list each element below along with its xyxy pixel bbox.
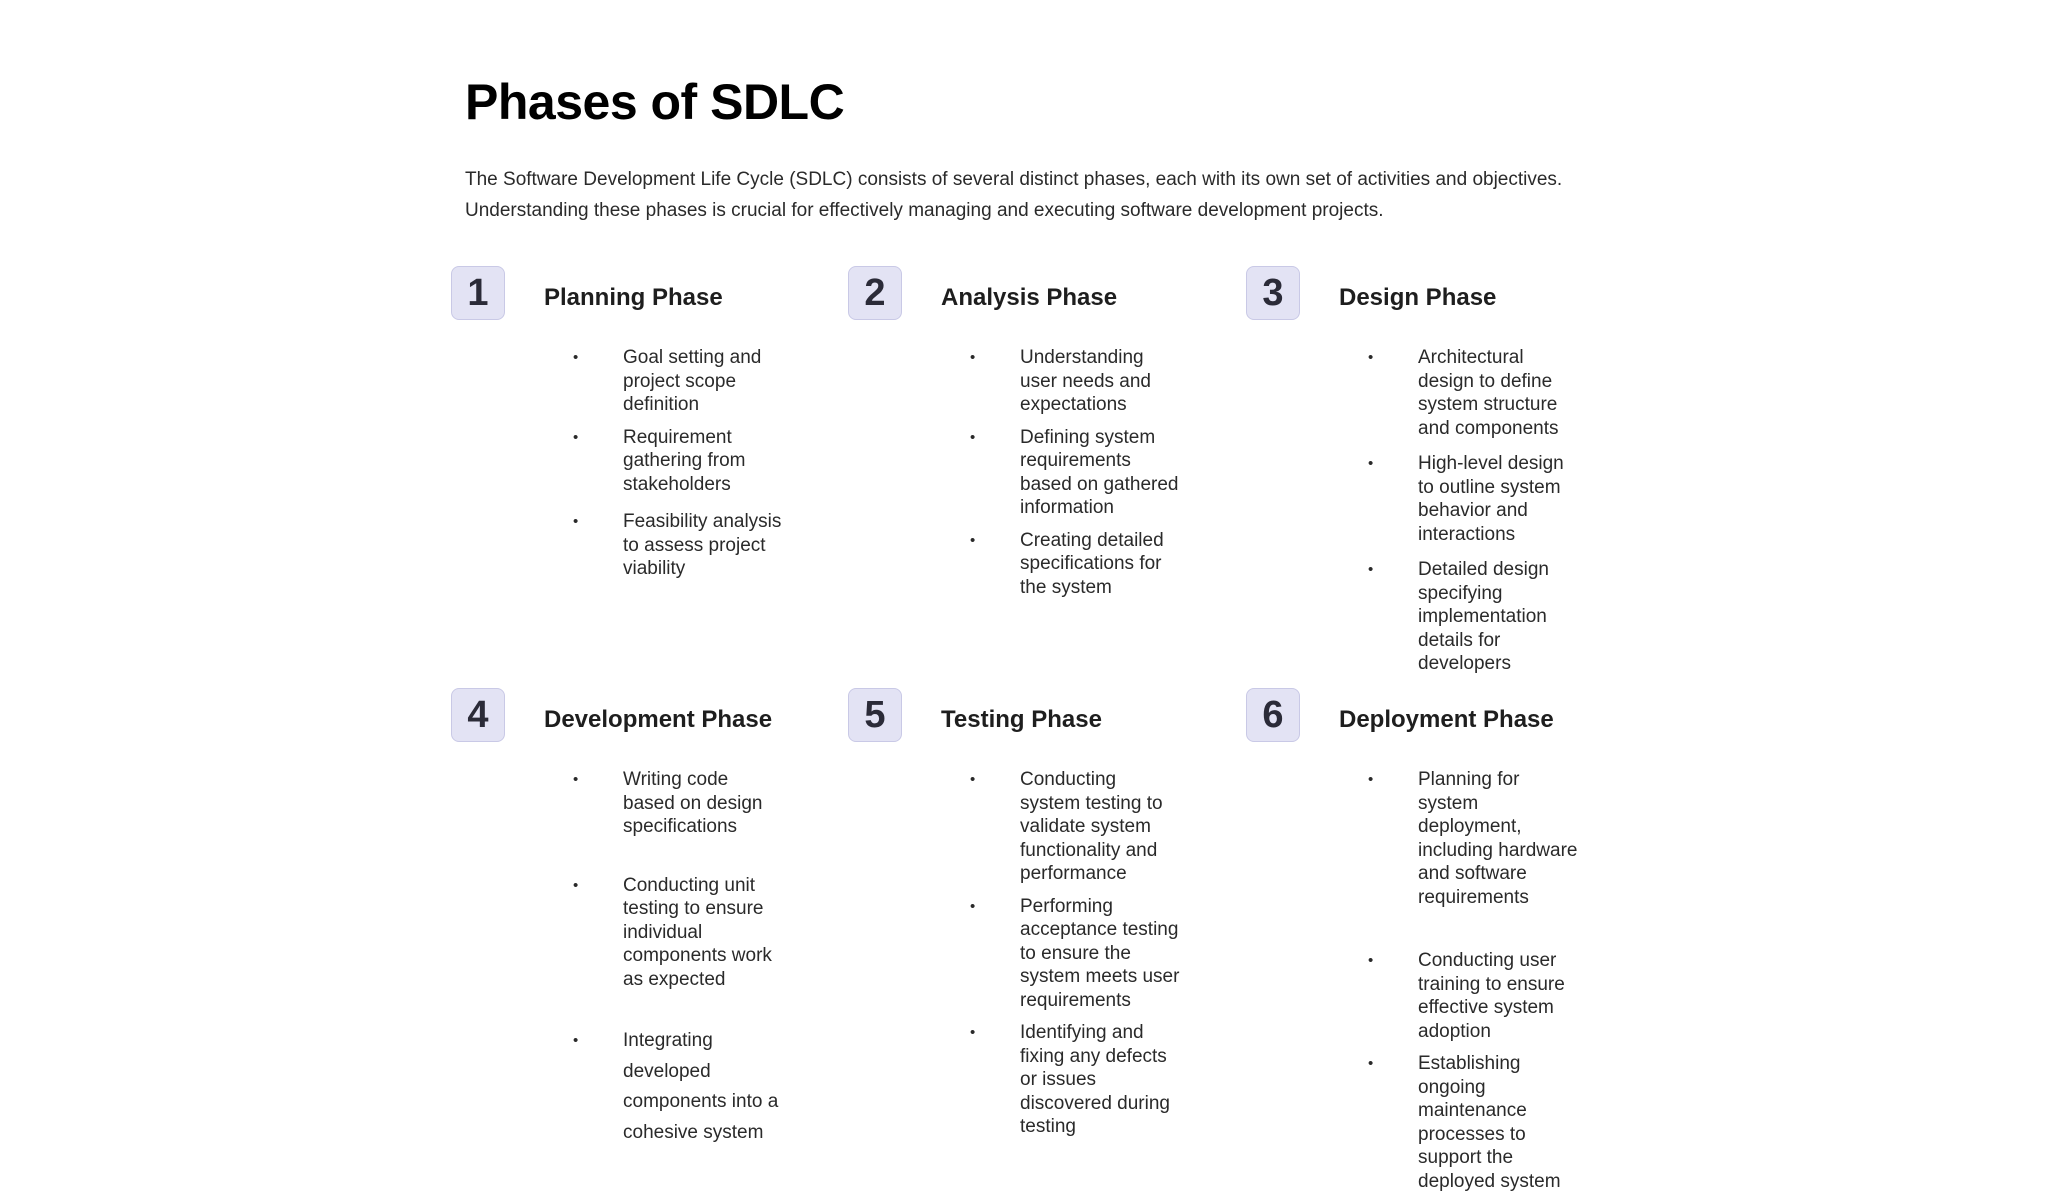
phase-activity-list xyxy=(573,346,783,590)
phase-title: Analysis Phase xyxy=(941,284,1118,311)
phase-title: Design Phase xyxy=(1339,284,1497,311)
list-item: • Creating detailed specifications for the system xyxy=(970,529,1180,600)
list-item: • Requirement gathering from stakeholders xyxy=(573,426,783,497)
list-item: • Goal setting and project scope definition xyxy=(573,346,783,417)
list-item: • Performing acceptance testing to ensure the system meets user requirements xyxy=(970,895,1180,1013)
list-item: • Planning for system deployment, including hardware and software requirements xyxy=(1368,768,1578,909)
page-title: Phases of SDLC xyxy=(465,74,845,130)
list-item: • Conducting user training to ensure effective system adoption xyxy=(1368,949,1578,1043)
intro-paragraph: The Software Development Life Cycle (SDLC) consists of several distinct phases, each with its own set of activities and objectives. Understanding these phases is crucial for effectively managing and executing software development projects. xyxy=(465,169,1563,221)
list-item: • Conducting unit testing to ensure individual components work as expected xyxy=(573,874,783,992)
list-item: • Establishing ongoing maintenance processes to support the deployed system xyxy=(1368,1052,1578,1193)
phase-activity-list xyxy=(1368,346,1578,685)
list-item: • Conducting system testing to validate system functionality and performance xyxy=(970,768,1180,886)
phase-number-badge: 2 xyxy=(848,266,902,320)
phase-title: Deployment Phase xyxy=(1339,706,1554,733)
phase-title: Development Phase xyxy=(544,706,773,733)
phase-activity-list xyxy=(970,768,1180,1148)
list-item: • Architectural design to define system structure and components xyxy=(1368,346,1578,440)
list-item: • Integrating developed components into a cohesive system xyxy=(573,1026,783,1148)
list-item: • Feasibility analysis to assess project viability xyxy=(573,510,783,581)
phase-number-badge: 4 xyxy=(451,688,505,742)
phase-activity-list xyxy=(573,768,783,1157)
list-item: • High-level design to outline system behavior and interactions xyxy=(1368,452,1578,546)
list-item: • Detailed design specifying implementation details for developers xyxy=(1368,558,1578,676)
phase-number-badge: 5 xyxy=(848,688,902,742)
list-item: • Identifying and fixing any defects or issues discovered during testing xyxy=(970,1021,1180,1139)
phase-activity-list xyxy=(1368,768,1578,1202)
list-item: • Understanding user needs and expectations xyxy=(970,346,1180,417)
phase-number-badge: 6 xyxy=(1246,688,1300,742)
phase-number-badge: 1 xyxy=(451,266,505,320)
phase-number-badge: 3 xyxy=(1246,266,1300,320)
phase-title: Testing Phase xyxy=(941,706,1102,733)
phase-activity-list xyxy=(970,346,1180,608)
list-item: • Defining system requirements based on gathered information xyxy=(970,426,1180,520)
phase-title: Planning Phase xyxy=(544,284,723,311)
list-item: • Writing code based on design specifications xyxy=(573,768,783,839)
